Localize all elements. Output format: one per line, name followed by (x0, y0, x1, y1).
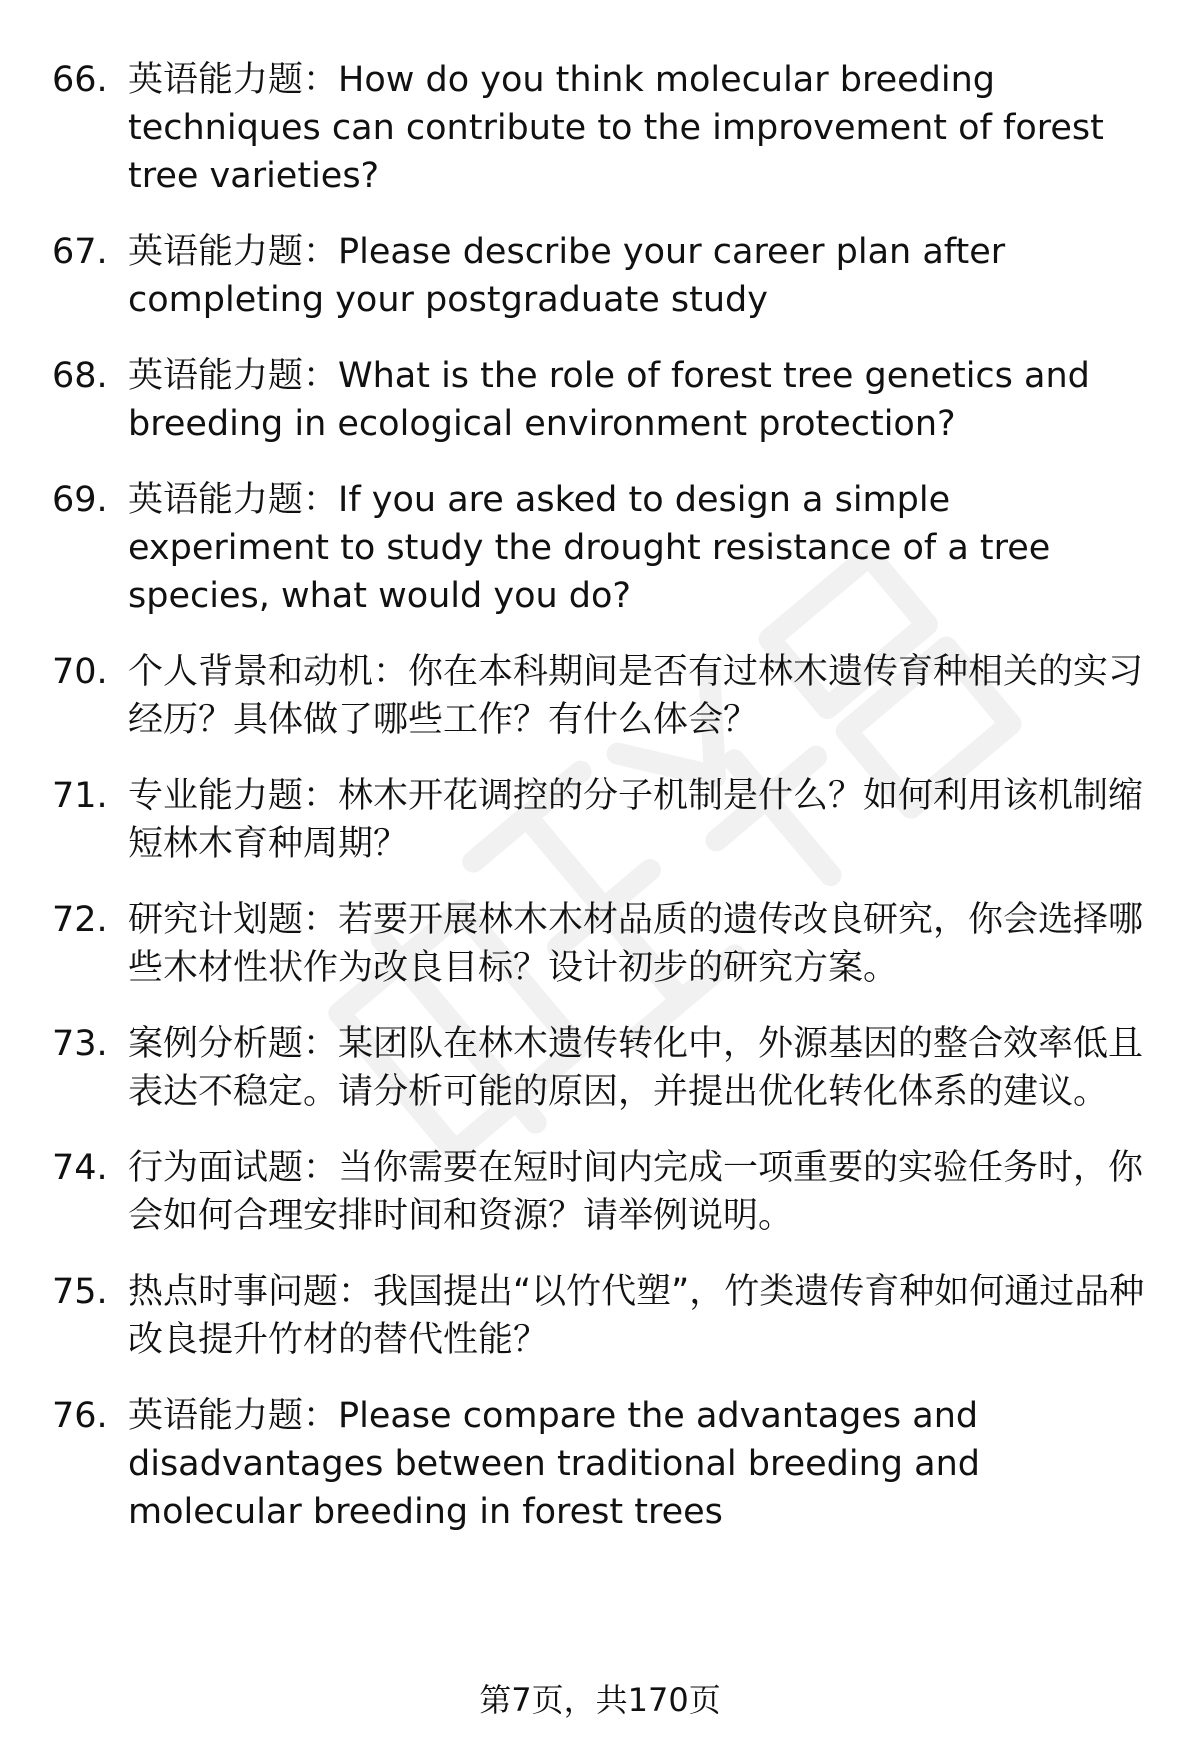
list-item (52, 1144, 1162, 1240)
question-number: 69. (52, 480, 108, 520)
question-text: 英语能力题：What is the role of forest tree genetics and breeding in ecological environment protection? (128, 356, 1090, 444)
question-text: 英语能力题：Please describe your career plan after completing your postgraduate study (128, 232, 1006, 320)
list-item (52, 228, 1162, 324)
list-item (52, 772, 1162, 868)
question-text: 英语能力题：How do you think molecular breeding techniques can contribute to the improvement of forest tree varieties? (128, 60, 1104, 196)
question-text: 专业能力题：林木开花调控的分子机制是什么？如何利用该机制缩短林木育种周期？ (128, 776, 1144, 864)
question-text: 热点时事问题：我国提出“以竹代塑”，竹类遗传育种如何通过品种改良提升竹材的替代性能？ (128, 1272, 1145, 1360)
list-item (52, 476, 1162, 620)
question-number: 71. (52, 776, 108, 816)
question-number: 73. (52, 1024, 108, 1064)
question-number: 67. (52, 232, 108, 272)
question-text: 案例分析题：某团队在林木遗传转化中，外源基因的整合效率低且表达不稳定。请分析可能的原因，并提出优化转化体系的建议。 (128, 1024, 1144, 1112)
page-footer (0, 1678, 1200, 1722)
question-text: 个人背景和动机：你在本科期间是否有过林木遗传育种相关的实习经历？具体做了哪些工作？有什么体会？ (128, 652, 1144, 740)
list-item (52, 56, 1162, 200)
list-item (52, 1268, 1162, 1364)
question-text: 研究计划题：若要开展林木木材品质的遗传改良研究，你会选择哪些木材性状作为改良目标？设计初步的研究方案。 (128, 900, 1144, 988)
list-item (52, 1392, 1162, 1536)
question-text: 英语能力题：Please compare the advantages and disadvantages between traditional breeding and molecular breeding in forest trees (128, 1396, 980, 1532)
question-number: 76. (52, 1396, 108, 1436)
list-item (52, 648, 1162, 744)
question-number: 75. (52, 1272, 108, 1312)
question-text: 行为面试题：当你需要在短时间内完成一项重要的实验任务时，你会如何合理安排时间和资源？请举例说明。 (128, 1148, 1144, 1236)
question-number: 66. (52, 60, 108, 100)
page-number-label: 第7页，共170页 (479, 1681, 721, 1719)
question-number: 74. (52, 1148, 108, 1188)
question-number: 72. (52, 900, 108, 940)
list-item (52, 352, 1162, 448)
question-number: 68. (52, 356, 108, 396)
question-list (52, 56, 1162, 1564)
list-item (52, 1020, 1162, 1116)
question-text: 英语能力题：If you are asked to design a simple experiment to study the drought resistance of a tree species, what would you do? (128, 480, 1051, 616)
list-item (52, 896, 1162, 992)
question-number: 70. (52, 652, 108, 692)
